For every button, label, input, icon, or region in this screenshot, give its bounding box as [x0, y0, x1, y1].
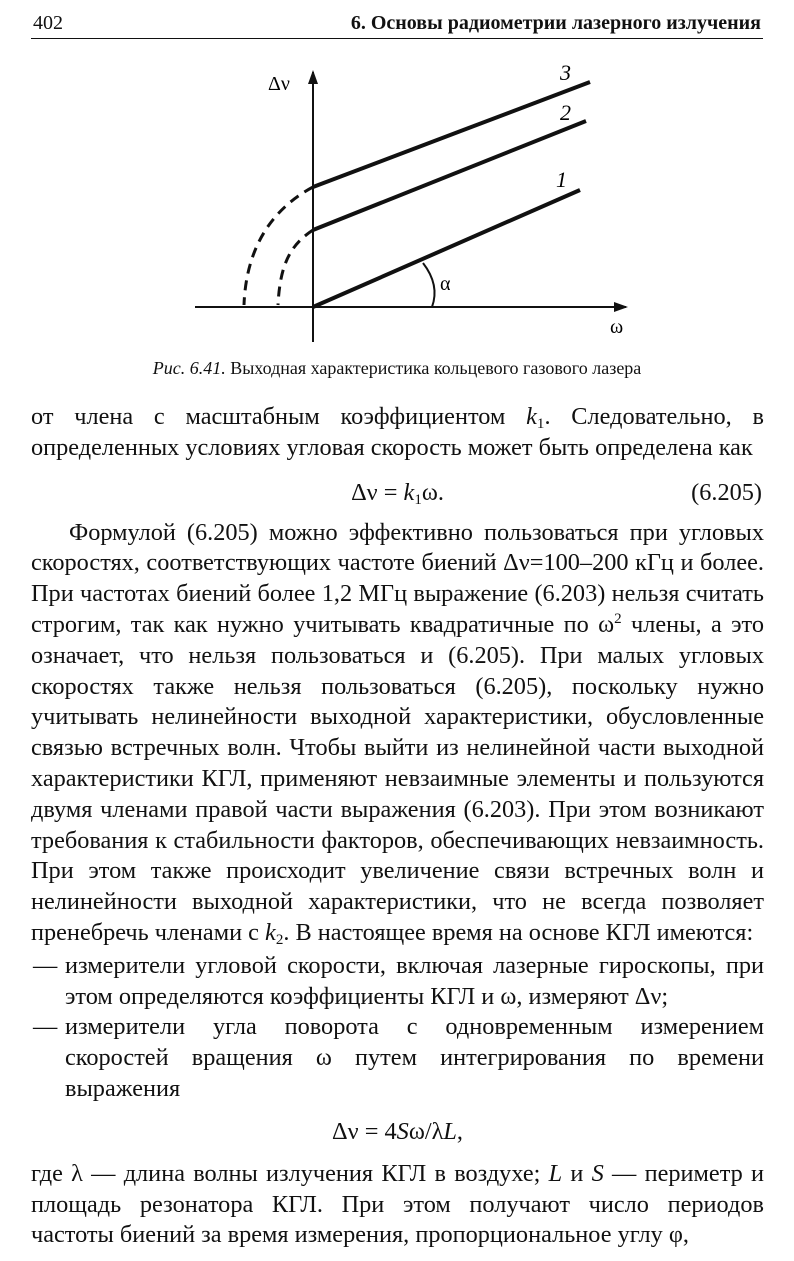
x-axis-label: ω [610, 316, 624, 338]
line-label-1: 1 [556, 167, 567, 192]
line-label-3: 3 [560, 60, 571, 85]
equation-beat-frequency: Δν = 4Sω/λL, [332, 1117, 463, 1145]
figure-caption [0, 358, 794, 379]
list-item: — измерители угловой скорости, включая лазерные гироскопы, при этом определяются коэффициенты КГЛ и ω, измеряют Δν; [33, 951, 764, 1010]
y-axis-label: Δν [268, 73, 290, 95]
body-text [31, 402, 764, 1251]
angle-arc [423, 263, 435, 307]
paragraph-2: Формулой (6.205) можно эффективно пользоваться при угловых скоростях, соответствующих частоте биений Δν=100–200 кГц и более. При частотах биений более 1,2 МГц выражение (6.203) нельзя считать строгим, так как нужно учитывать квадратичные по $\omega^2$ члены, а это означает, что нельзя пользоваться и (6.205). При малых угловых скоростях также нельзя пользоваться (6.205), поскольку нужно учитывать нелинейности выходной характеристики, обусловленные связью встречных волн. Чтобы выйти из нелинейной части выходной характеристики КГЛ, применяют невзаимные элементы и пользуются двумя членами правой части выражения (6.203). При этом возникают требования к стабильности факторов, обеспечивающих невзаимность. При этом также происходит увеличение связи встречных волн и нелинейности выходной характеристики, что не всегда позволяет пренебречь членами с $k_2$. В настоящее время на основе КГЛ имеются: [31, 518, 764, 948]
dashed-curve-inner [278, 230, 313, 305]
list-item: — измерители угла поворота с одновременным измерением скоростей вращения ω путем интегрирования по времени выражения [33, 1013, 764, 1102]
equation-6-205: $\Delta\nu = k_1\omega$. (6.205) [351, 478, 762, 508]
line-label-2: 2 [560, 100, 571, 125]
paragraph-3: где λ — длина волны излучения КГЛ в воздухе; L и S — периметр и площадь резонатора КГЛ. При этом получают число периодов частоты биений за время измерения, пропорциональное углу φ, [31, 1159, 764, 1249]
page-number: 402 [33, 12, 63, 34]
equation-number: (6.205) [691, 478, 762, 506]
caption-text: Выходная характеристика кольцевого газового лазера [230, 358, 642, 378]
figure-output-characteristic [0, 50, 794, 350]
running-title: 6. Основы радиометрии лазерного излучения [350, 12, 761, 34]
page-header [31, 8, 763, 39]
angle-label: α [440, 273, 451, 295]
paragraph-1: от члена с масштабным коэффициентом $k_1$. Следовательно, в определенных условиях угловая скорость может быть определена как [31, 403, 764, 461]
caption-prefix: Рис. 6.41. [152, 358, 226, 378]
